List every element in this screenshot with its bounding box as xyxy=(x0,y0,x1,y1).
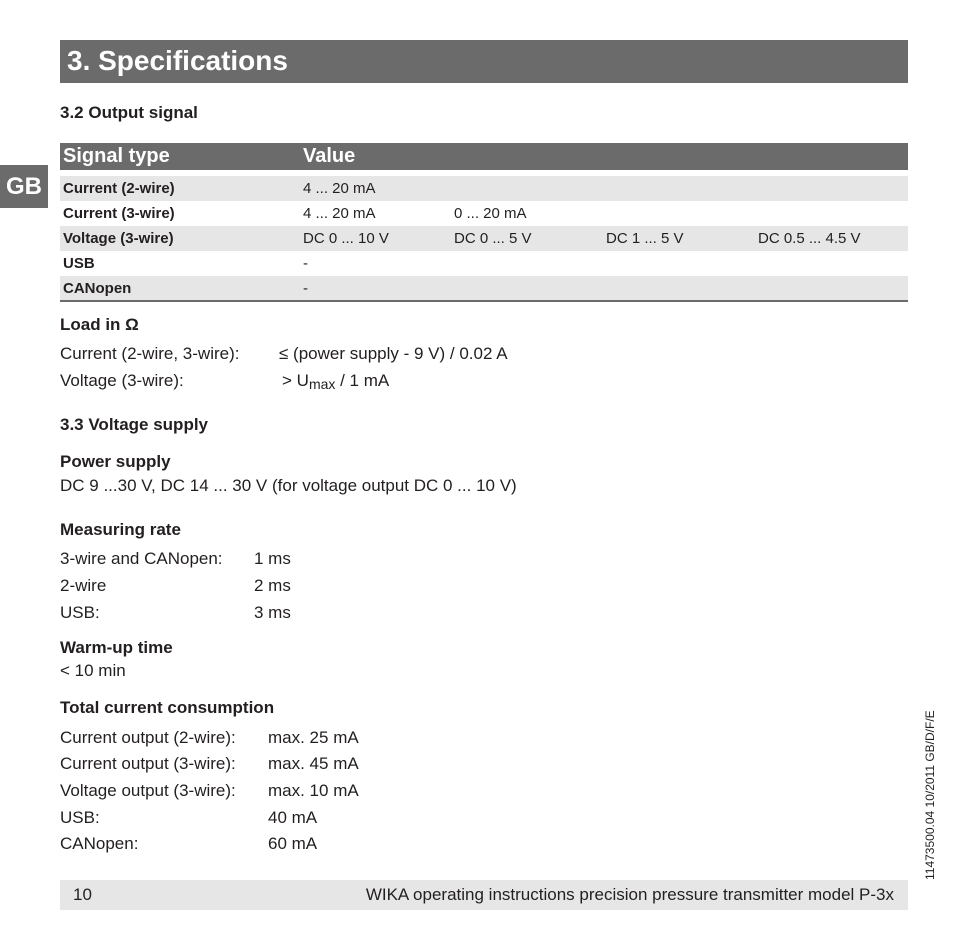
load-value-current: ≤ (power supply - 9 V) / 0.02 A xyxy=(279,344,508,363)
row-value: 4 ... 20 mA xyxy=(303,205,376,222)
row-value: - xyxy=(303,255,308,272)
page-footer xyxy=(60,880,908,910)
load-value-suffix: / 1 mA xyxy=(335,371,390,390)
consumption-value: max. 25 mA xyxy=(268,728,359,747)
warm-up-value: < 10 min xyxy=(60,661,126,680)
heading-load: Load in Ω xyxy=(60,315,139,334)
page-title: 3. Specifications xyxy=(67,45,288,76)
row-value: DC 1 ... 5 V xyxy=(606,230,684,247)
table-row xyxy=(60,226,908,251)
measuring-rate-label: 3-wire and CANopen: xyxy=(60,549,223,568)
consumption-value: 40 mA xyxy=(268,808,318,827)
measuring-rate-value: 2 ms xyxy=(254,576,291,595)
load-value-subscript: max xyxy=(308,376,336,392)
measuring-rate-label: USB: xyxy=(60,603,100,622)
heading-power-supply: Power supply xyxy=(60,452,171,471)
row-value: DC 0 ... 10 V xyxy=(303,230,389,247)
row-label: Current (2-wire) xyxy=(63,180,175,197)
signal-table-header xyxy=(60,143,908,170)
section-heading-output-signal: 3.2 Output signal xyxy=(60,103,198,122)
power-supply-text: DC 9 ...30 V, DC 14 ... 30 V (for voltage output DC 0 ... 10 V) xyxy=(60,476,517,495)
heading-warm-up-time: Warm-up time xyxy=(60,638,173,657)
page-header-bar xyxy=(60,40,908,83)
table-row xyxy=(60,201,908,226)
measuring-rate-value: 1 ms xyxy=(254,549,291,568)
heading-measuring-rate: Measuring rate xyxy=(60,520,181,539)
load-label-voltage: Voltage (3-wire): xyxy=(60,371,184,390)
consumption-label: Current output (2-wire): xyxy=(60,728,236,747)
page-number: 10 xyxy=(73,885,92,904)
section-heading-voltage-supply: 3.3 Voltage supply xyxy=(60,415,209,434)
column-header-value: Value xyxy=(303,145,356,167)
table-row xyxy=(60,176,908,201)
table-row xyxy=(60,276,908,301)
load-label-current: Current (2-wire, 3-wire): xyxy=(60,344,240,363)
row-value: DC 0.5 ... 4.5 V xyxy=(758,230,861,247)
row-label: USB xyxy=(63,255,95,272)
consumption-value: max. 10 mA xyxy=(268,781,359,800)
load-value-prefix: > U xyxy=(282,371,309,390)
consumption-value: max. 45 mA xyxy=(268,754,359,773)
table-bottom-rule xyxy=(60,300,908,302)
row-value: 0 ... 20 mA xyxy=(454,205,527,222)
heading-total-current-consumption: Total current consumption xyxy=(60,698,275,717)
consumption-label: Voltage output (3-wire): xyxy=(60,781,236,800)
table-row xyxy=(60,251,908,276)
row-label: CANopen xyxy=(63,280,132,297)
row-value: DC 0 ... 5 V xyxy=(454,230,532,247)
footer-text: WIKA operating instructions precision pressure transmitter model P-3x xyxy=(365,885,894,904)
consumption-label: USB: xyxy=(60,808,100,827)
document-code: 11473500.04 10/2011 GB/D/F/E xyxy=(923,710,937,880)
consumption-label: Current output (3-wire): xyxy=(60,754,236,773)
consumption-label: CANopen: xyxy=(60,834,139,853)
row-label: Voltage (3-wire) xyxy=(63,230,174,247)
row-label: Current (3-wire) xyxy=(63,205,175,222)
language-tab: GB xyxy=(0,165,48,208)
measuring-rate-label: 2-wire xyxy=(60,576,107,595)
measuring-rate-value: 3 ms xyxy=(254,603,291,622)
column-header-signal-type: Signal type xyxy=(63,145,170,167)
consumption-value: 60 mA xyxy=(268,834,318,853)
load-value-voltage xyxy=(282,371,389,391)
row-value: 4 ... 20 mA xyxy=(303,180,376,197)
row-value: - xyxy=(303,280,308,297)
